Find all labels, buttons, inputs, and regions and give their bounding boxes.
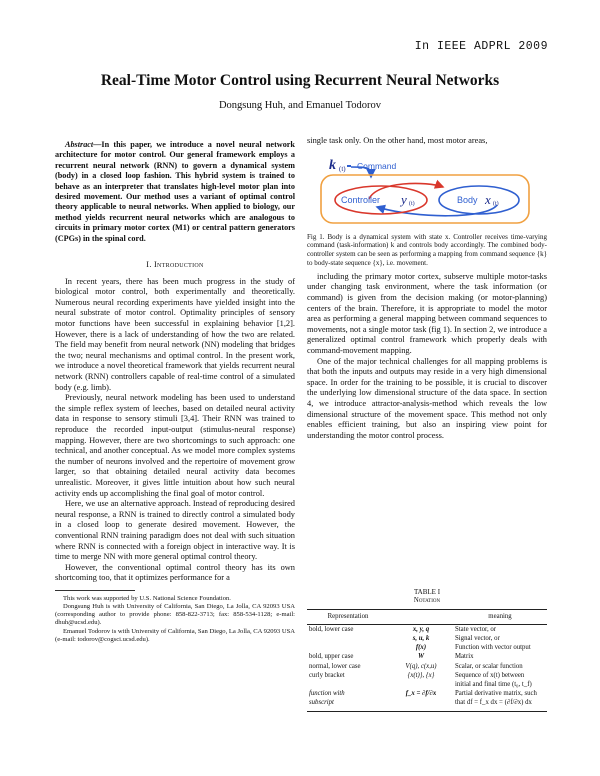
table-row xyxy=(307,680,547,689)
intro-paragraph-3: Here, we use an alternative approach. Instead of reproducing desired neural response, a RNN is trained to directly control a simulated body in a closed loop to generate desired movement. However, the conventional RNN training paradigm does not deal with such situation where RNN is connected with a foreign object in interactive way. It is time to merge NN with more general optimal control theory. xyxy=(55,499,295,562)
figure-1 xyxy=(307,153,547,229)
left-column xyxy=(55,140,295,644)
table-row xyxy=(307,671,547,680)
abstract-lead: Abstract— xyxy=(65,140,102,149)
table-cell: Scalar, or scalar function xyxy=(455,662,523,670)
intro-paragraph-4: However, the conventional optimal control theory has its own shortcoming too, that it optimizes performance for a xyxy=(55,562,295,583)
figure-1-diagram xyxy=(307,153,547,229)
footnote-author-1: Dongsung Huh is with University of California, San Diego, La Jolla, CA 92093 USA (corresponding author to provide phone: 858-822-3713; fax: 858-534-1128; e-mail: dhuh@ucsd.edu). xyxy=(55,603,295,627)
table-cell: bold, lower case xyxy=(309,625,354,633)
section-heading-introduction: I. Introduction xyxy=(146,260,204,270)
table-cell xyxy=(307,634,389,643)
table-name: Notation xyxy=(413,597,441,604)
x-subscript: (t) xyxy=(493,200,499,207)
table-cell: function with xyxy=(309,690,345,698)
table-row xyxy=(307,653,547,662)
venue-note: In IEEE ADPRL 2009 xyxy=(414,40,548,53)
table-cell: x, y, q xyxy=(412,625,430,633)
table-cell: f_x = ∂f/∂x xyxy=(405,690,437,698)
right-paragraph-1: including the primary motor cortex, subserve multiple motor-tasks under changing task environment, where the task information (or command) is given from the decision making (or motor-planning) centers of the brain. Therefore, it is appropriate to model the motor area as performing a general mapping between command sequences to movements, not a single motor task (fig 1). In section 2, we introduce a generalized optimal control framework which properly deals with command-movement mapping. xyxy=(307,271,547,355)
table-cell: initial and final time (t₀, t_f) xyxy=(455,680,532,688)
table-cell: State vector, or xyxy=(455,625,497,633)
table-row xyxy=(307,699,547,711)
paper-authors: Dongsung Huh, and Emanuel Todorov xyxy=(218,100,382,111)
x-symbol: x xyxy=(485,191,491,207)
table-cell: s, u, k xyxy=(412,634,430,642)
footnote-author-2: Emanuel Todorov is with University of California, San Diego, La Jolla, CA 92093 USA (e-mail: todorov@cogsci.ucsd.edu). xyxy=(55,627,296,643)
table-row xyxy=(307,644,547,653)
header-representation: Representation xyxy=(307,610,389,625)
table-cell: Sequence of x(t) between xyxy=(455,671,525,679)
right-column-lead-text: single task only. On the other hand, most motor areas, xyxy=(307,136,488,145)
table-cell: that df = f_x dx = (∂f/∂x) dx xyxy=(453,699,547,711)
table-header-row xyxy=(307,610,547,625)
command-label: Command xyxy=(357,160,397,171)
notation-table-block xyxy=(307,588,547,712)
paper-title: Real-Time Motor Control using Recurrent Neural Networks xyxy=(100,72,500,89)
table-cell: Partial derivative matrix, such xyxy=(455,690,537,698)
figure-1-caption: Fig 1. Body is a dynamical system with state x. Controller receives time-varying command (task-information) k and controls body accordingly. The combined body-controller system can be seen as performing a mapping from command sequence {k} to body-state sequence {x}, i.e. movement. xyxy=(307,232,547,267)
table-row xyxy=(307,634,547,643)
table-cell: {x(t)}, {x} xyxy=(407,671,435,679)
y-symbol: y xyxy=(401,191,407,207)
table-row xyxy=(307,690,547,699)
table-cell xyxy=(389,699,453,711)
footnote-divider xyxy=(55,590,135,591)
abstract-text: In this paper, we introduce a novel neural network architecture for motor control. Our general framework employs a recurrent neural network (RNN) to govern a dynamical system (body) in a closed loop fashion. This hybrid system is trained to behave as an interpreter that translates high-level motor plan into desired movement. Our method uses a variant of optimal control theory applicable to neural networks. When applied to biology, our method yields recurrent neural networks which are analogous to circuits in primary motor cortex (M1) or central pattern generators (CPGs) in the spinal cord. xyxy=(55,140,295,243)
table-row xyxy=(307,625,547,635)
table-cell xyxy=(307,680,389,689)
table-cell xyxy=(307,644,389,653)
table-cell: bold, upper case xyxy=(309,653,354,661)
body-ellipse xyxy=(439,186,519,214)
command-subscript: (t) xyxy=(339,164,346,173)
table-cell: W xyxy=(417,653,425,661)
table-cell: Signal vector, or xyxy=(455,634,500,642)
footnote-funding: This work was supported by U.S. National Science Foundation. xyxy=(63,594,231,602)
table-cell: curly bracket xyxy=(309,671,345,679)
header-meaning: meaning xyxy=(453,610,547,625)
controller-label: Controller xyxy=(341,194,381,205)
table-cell: Matrix xyxy=(455,653,474,661)
table-cell: subscript xyxy=(307,699,389,711)
intro-paragraph-2: Previously, neural network modeling has been used to understand the simple reflex system of leeches, based on detailed neural activity data in response to sensory stimuli [3,4]. Their RNN was trained to reproduce the recorded input-output (stimulus-neural response) mapping. However, there are two shortcomings to such approach: one technical, and another conceptual. As we model more complex systems the number of neurons involved and the repertoire of movement grow larger, so that obtaining detailed neural activity data becomes unrealistic. Moreover, it gives little intuition about how such neural activity ends up accomplishing the final goal of motor control. xyxy=(55,393,295,498)
table-cell: Function with vector output xyxy=(455,644,531,652)
intro-paragraph-1: In recent years, there has been much progress in the study of biological motor control, both experimentally and theoretically. Numerous neural recording experiments have yielded insight into the neural substrate of motor control. Optimality principles of sensory motor functions have been successful in explaining behavior [1,2]. However, there is a lack of understanding of how the two are related. The field may benefit from neural network (NN) modeling that bridges the two; neural mechanisms and optimal control. In the present work, we introduce a novel theoretical framework that yields recurrent neural network (RNN) controllers capable of real-time control of a simulated body (e.g. limb). xyxy=(55,276,295,392)
table-row xyxy=(307,662,547,671)
command-symbol: k xyxy=(329,157,336,173)
y-subscript: (t) xyxy=(409,200,415,207)
body-label: Body xyxy=(457,194,478,205)
table-cell: f(x) xyxy=(415,644,427,652)
right-column xyxy=(307,136,547,441)
header-symbol xyxy=(389,610,453,625)
notation-table xyxy=(307,609,547,712)
table-cell xyxy=(389,680,453,689)
table-cell: V(q), c(x,u) xyxy=(405,662,437,670)
right-paragraph-2: One of the major technical challenges for all mapping problems is that both the inputs and outputs may reside in a very high dimensional space. In order for the training to be possible, it is crucial to discover the underlying low dimensional structure of the data space. In section 4, we introduce attractor-analysis-method which reveals the low dimensional structure of the movement space. This method not only enables efficient training, but also an inspiring view point for understanding the motor control process. xyxy=(307,356,547,440)
abstract xyxy=(55,140,295,244)
table-cell: normal, lower case xyxy=(309,662,361,670)
table-label: TABLE I xyxy=(413,588,441,596)
